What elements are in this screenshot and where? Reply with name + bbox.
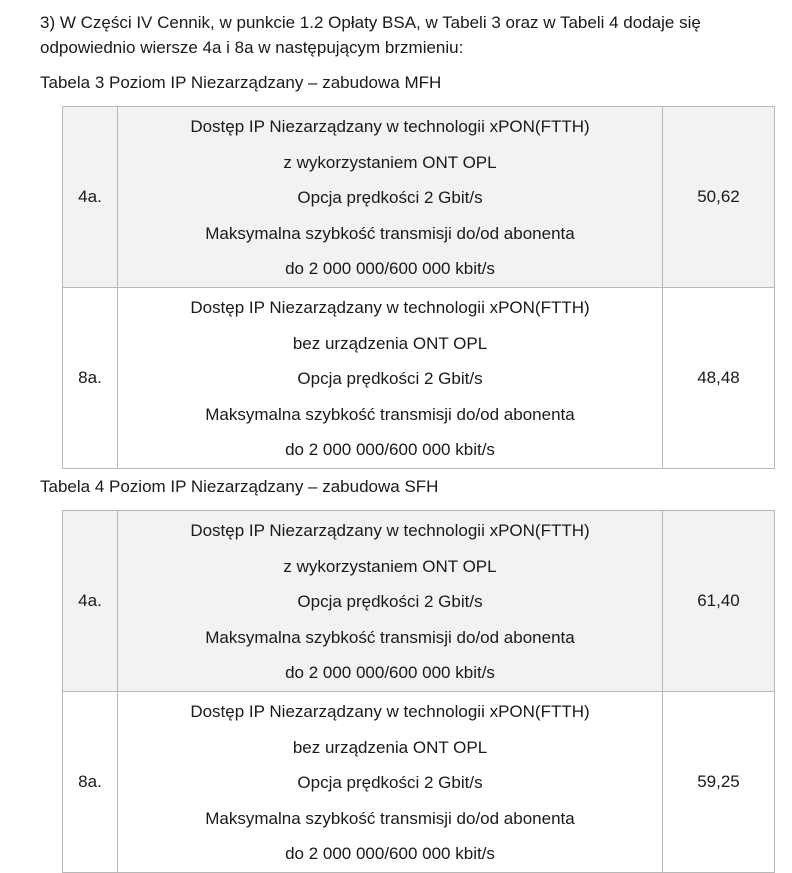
price-cell bbox=[663, 107, 775, 288]
row-number-cell bbox=[63, 287, 118, 468]
description-line: Maksymalna szybkość transmisji do/od abonenta bbox=[205, 627, 575, 647]
description-line: Dostęp IP Niezarządzany w technologii xPON(FTTH) bbox=[190, 521, 590, 540]
price-cell bbox=[663, 691, 775, 872]
table-3 bbox=[62, 106, 775, 469]
row-number: 8a. bbox=[78, 771, 102, 791]
description-line: Dostęp IP Niezarządzany w technologii xPON(FTTH) bbox=[190, 701, 590, 721]
row-number: 4a. bbox=[78, 590, 102, 610]
price-value: 48,48 bbox=[697, 367, 740, 387]
description-line: Opcja prędkości 2 Gbit/s bbox=[297, 592, 483, 612]
description-line: Opcja prędkości 2 Gbit/s bbox=[297, 188, 483, 208]
description-line: bez urządzenia ONT OPL bbox=[292, 737, 488, 757]
description-line: do 2 000 000/600 000 kbit/s bbox=[285, 259, 495, 279]
row-number-cell bbox=[63, 691, 118, 872]
description-line: do 2 000 000/600 000 kbit/s bbox=[285, 844, 495, 864]
table-3-caption: Tabela 3 Poziom IP Niezarządzany – zabudowa MFH bbox=[40, 73, 442, 92]
intro-line-2: odpowiednio wiersze 4a i 8a w następującym brzmieniu: bbox=[40, 38, 464, 57]
table-4 bbox=[62, 510, 775, 873]
table-4-caption: Tabela 4 Poziom IP Niezarządzany – zabudowa SFH bbox=[40, 477, 439, 496]
description-line: Maksymalna szybkość transmisji do/od abonenta bbox=[205, 223, 575, 243]
service-description-cell bbox=[118, 287, 663, 468]
description-line: Dostęp IP Niezarządzany w technologii xPON(FTTH) bbox=[190, 117, 590, 136]
table-row bbox=[63, 287, 775, 468]
description-line: do 2 000 000/600 000 kbit/s bbox=[285, 663, 495, 683]
table-row bbox=[63, 691, 775, 872]
description-line: Opcja prędkości 2 Gbit/s bbox=[297, 369, 483, 389]
description-line: do 2 000 000/600 000 kbit/s bbox=[285, 440, 495, 460]
description-line: Opcja prędkości 2 Gbit/s bbox=[297, 773, 483, 793]
description-line: z wykorzystaniem ONT OPL bbox=[283, 556, 497, 576]
row-number: 8a. bbox=[78, 367, 102, 387]
description-line: bez urządzenia ONT OPL bbox=[292, 333, 488, 353]
table-row bbox=[63, 511, 775, 692]
price-cell bbox=[663, 511, 775, 692]
price-value: 61,40 bbox=[697, 590, 740, 610]
description-line: z wykorzystaniem ONT OPL bbox=[283, 152, 497, 172]
row-number: 4a. bbox=[78, 186, 102, 206]
row-number-cell bbox=[63, 107, 118, 288]
service-description-cell bbox=[118, 691, 663, 872]
table-row bbox=[63, 107, 775, 288]
intro-line-1: 3) W Części IV Cennik, w punkcie 1.2 Opłaty BSA, w Tabeli 3 oraz w Tabeli 4 dodaje się bbox=[40, 13, 701, 32]
description-line: Maksymalna szybkość transmisji do/od abonenta bbox=[205, 404, 575, 424]
price-value: 59,25 bbox=[697, 771, 740, 791]
price-value: 50,62 bbox=[697, 186, 740, 206]
service-description-cell bbox=[118, 107, 663, 288]
service-description-cell bbox=[118, 511, 663, 692]
amendment-intro bbox=[40, 10, 780, 60]
description-line: Dostęp IP Niezarządzany w technologii xPON(FTTH) bbox=[190, 297, 590, 317]
price-cell bbox=[663, 287, 775, 468]
row-number-cell bbox=[63, 511, 118, 692]
description-line: Maksymalna szybkość transmisji do/od abonenta bbox=[205, 808, 575, 828]
